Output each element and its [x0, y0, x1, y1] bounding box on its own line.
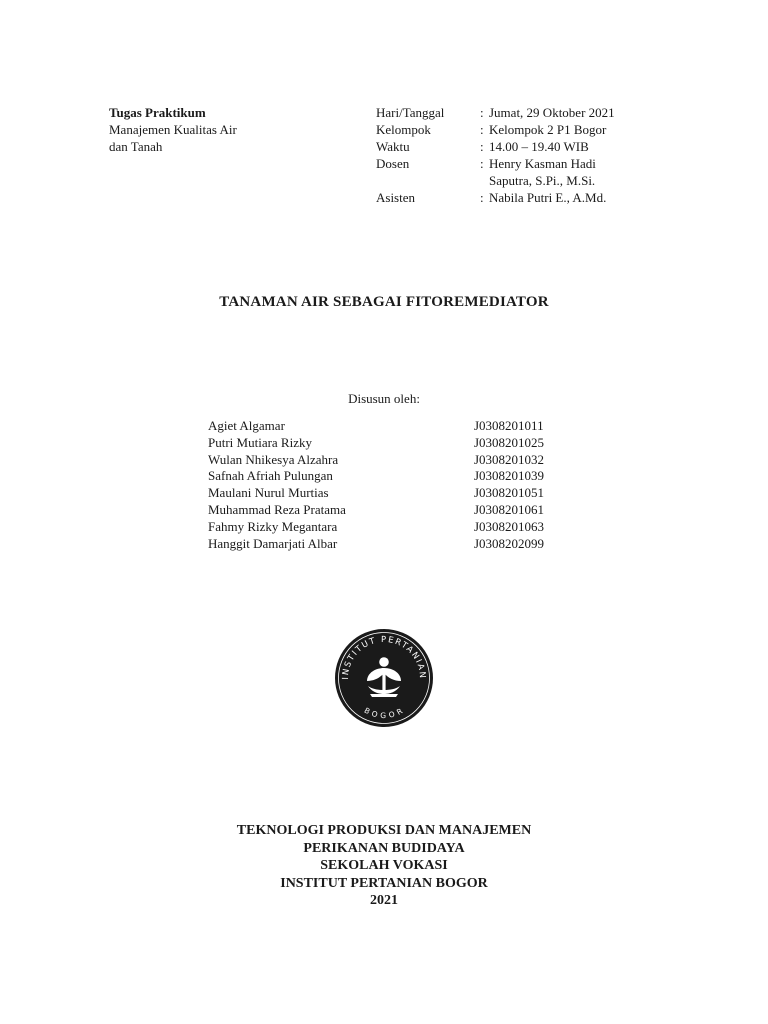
member-nim: J0308201032 — [474, 451, 545, 467]
footer-line-program-2: PERIKANAN BUDIDAYA — [303, 840, 465, 856]
footer-line-year: 2021 — [370, 893, 398, 908]
footer-line-school: SEKOLAH VOKASI — [320, 858, 448, 873]
session-info — [376, 104, 676, 206]
info-row-assistant — [376, 189, 676, 206]
ipb-logo-icon — [334, 628, 434, 728]
info-colon: : — [480, 139, 484, 154]
info-colon: : — [480, 105, 484, 120]
footer-line-institute: INSTITUT PERTANIAN BOGOR — [280, 875, 488, 891]
info-row-time — [376, 138, 676, 155]
info-label: Dosen — [376, 156, 410, 171]
list-item — [208, 501, 588, 518]
institution-footer — [0, 822, 768, 910]
member-nim: J0308202099 — [474, 535, 545, 551]
logo-ring-text: INSTITUT PERTANIAN — [339, 633, 429, 680]
member-name: Wulan Nhikesya Alzahra — [208, 451, 339, 467]
ipb-logo-svg — [334, 628, 434, 728]
member-name: Fahmy Rizky Megantara — [208, 518, 338, 534]
member-nim: J0308201063 — [474, 518, 545, 534]
member-name: Putri Mutiara Rizky — [208, 434, 312, 450]
info-value: Kelompok 2 P1 Bogor — [489, 122, 607, 137]
course-name-line2: dan Tanah — [109, 139, 163, 154]
info-row-group — [376, 121, 676, 138]
list-item — [208, 535, 588, 552]
list-item — [208, 451, 588, 468]
lecturer-name-line2: Saputra, S.Pi., M.Si. — [489, 173, 596, 188]
member-nim: J0308201025 — [474, 434, 545, 450]
info-label: Kelompok — [376, 122, 431, 137]
list-item — [208, 484, 588, 501]
member-list — [208, 417, 588, 551]
member-name: Agiet Algamar — [208, 418, 285, 433]
info-label: Waktu — [376, 139, 410, 154]
list-item — [208, 467, 588, 484]
course-info — [109, 104, 359, 155]
info-label: Hari/Tanggal — [376, 105, 445, 120]
document-title: TANAMAN AIR SEBAGAI FITOREMEDIATOR — [219, 294, 549, 310]
member-nim: J0308201039 — [474, 468, 545, 484]
info-value: 14.00 – 19.40 WIB — [489, 139, 589, 154]
info-row-date — [376, 104, 676, 121]
member-name: Safnah Afriah Pulungan — [208, 468, 333, 484]
member-nim: J0308201051 — [474, 485, 545, 501]
info-colon: : — [480, 122, 484, 137]
member-name: Maulani Nurul Murtias — [208, 485, 329, 501]
info-value: Nabila Putri E., A.Md. — [489, 190, 607, 205]
footer-line-program: TEKNOLOGI PRODUKSI DAN MANAJEMEN — [236, 823, 532, 838]
list-item — [208, 434, 588, 451]
info-colon: : — [480, 156, 484, 171]
member-name: Hanggit Damarjati Albar — [208, 535, 338, 551]
course-type: Tugas Praktikum — [109, 105, 206, 120]
member-nim: J0308201061 — [474, 501, 545, 517]
list-item — [208, 518, 588, 535]
info-value: Jumat, 29 Oktober 2021 — [489, 105, 615, 120]
course-name-line1: Manajemen Kualitas Air — [109, 122, 237, 137]
list-item — [208, 417, 588, 434]
member-name: Muhammad Reza Pratama — [208, 501, 346, 517]
logo-bottom-text: BOGOR — [362, 705, 406, 721]
byline: Disusun oleh: — [348, 391, 420, 406]
info-label: Asisten — [376, 190, 415, 205]
info-row-lecturer — [376, 155, 676, 189]
info-colon: : — [480, 190, 484, 205]
lecturer-name-line1: Henry Kasman Hadi — [489, 156, 596, 171]
member-nim: J0308201011 — [474, 418, 544, 433]
info-value — [489, 155, 676, 189]
